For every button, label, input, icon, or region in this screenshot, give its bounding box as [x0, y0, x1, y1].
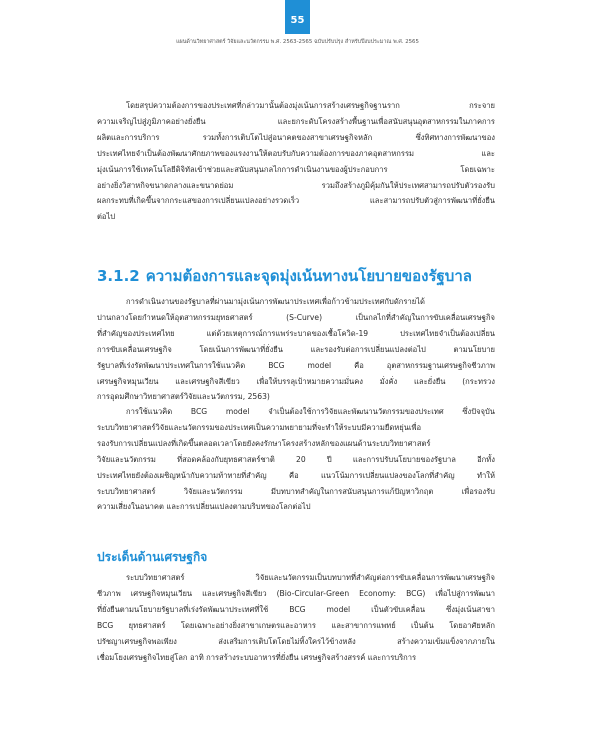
running-header: แผนด้านวิทยาศาสตร์ วิจัยและนวัตกรรม พ.ศ. 2563-2565 ฉบับปรับปรุง สำหรับปีงบประมาณ พ.ศ. 2565	[176, 39, 419, 45]
text-line: เชื่อมโยงเศรษฐกิจไทยสู่โลก อาทิ การสร้างระบบอาหารที่ยั่งยืน เศรษฐกิจสร้างสรรค์ และการบริการ	[97, 652, 417, 662]
text-line: การใช้แนวคิด BCG model จำเป็นต้องใช้การวิจัยและพัฒนานวัตกรรมของประเทศ ซึ่งปัจจุบัน	[126, 407, 495, 416]
text-line: ปานกลางโดยกำหนดให้อุตสาหกรรมยุทธศาสตร์ (S-Curve) เป็นกลไกที่สำคัญในการขับเคลื่อนเศรษฐกิจ	[97, 312, 495, 322]
paragraph-summary	[97, 98, 495, 225]
text-line: ที่ยั่งยืนตามนโยบายรัฐบาลที่เร่งรัดพัฒนาประเทศที่ใช้ BCG model เป็นตัวขับเคลื่อน ซึ่งมุ่งเน้นสาขา	[97, 604, 495, 614]
paragraph-economy	[97, 570, 495, 665]
text-line: การขับเคลื่อนเศรษฐกิจ โดยเน้นการพัฒนาที่ยั่งยืน และรองรับต่อการเปลี่ยนแปลงต่อไป ตามนโยบาย	[97, 344, 495, 354]
paragraph-government-policy	[97, 294, 495, 405]
text-line: ระบบวิทยาศาสตร์ วิจัยและนวัตกรรมเป็นบทบาทที่สำคัญต่อการขับเคลื่อนการพัฒนาเศรษฐกิจ	[126, 573, 495, 582]
text-line: วิจัยและนวัตกรรม ที่สอดคล้องกับยุทธศาสตร์ชาติ 20 ปี และการปรับนโยบายของรัฐบาล อีกทั้ง	[97, 454, 495, 464]
text-line: ระบบวิทยาศาสตร์วิจัยและนวัตกรรมของประเทศเป็นความพยายามที่จะทำให้ระบบมีความยืดหยุ่นเพื่อ	[97, 422, 422, 432]
text-line: ประเทศไทยยังต้องเผชิญหน้ากับความท้าทายที่สำคัญ คือ แนวโน้มการเปลี่ยนแปลงของโลกที่สำคัญ ทำให้	[97, 470, 495, 480]
text-line: ผลิตและการบริการ รวมทั้งการเติบโตไปสู่อนาคตของสาขาเศรษฐกิจหลัก ซึ่งทิศทางการพัฒนาของ	[97, 132, 495, 142]
section-title: ความต้องการและจุดมุ่งเน้นทางนโยบายของรัฐบาล	[145, 267, 472, 285]
section-number: 3.1.2	[97, 267, 140, 285]
text-line: อย่างยิ่งวิสาหกิจขนาดกลางและขนาดย่อม รวมถึงสร้างภูมิคุ้มกันให้ประเทศสามารถปรับตัวรองรับ	[97, 180, 495, 190]
page-number-tab: 55	[285, 0, 310, 34]
paragraph-bcg-model	[97, 404, 495, 515]
text-line: ความเสี่ยงในอนาคต และการเปลี่ยนแปลงตามบริบทของโลกต่อไป	[97, 502, 311, 512]
text-line: เศรษฐกิจหมุนเวียน และเศรษฐกิจสีเขียว เพื่อให้บรรลุเป้าหมายความมั่นคง มั่งคั่ง และยั่งยืน (กระทรวง	[97, 376, 495, 386]
text-line: โดยสรุปความต้องการของประเทศที่กล่าวมานั้นต้องมุ่งเน้นการสร้างเศรษฐกิจฐานราก กระจาย	[126, 101, 495, 110]
text-line: การดำเนินงานของรัฐบาลที่ผ่านมามุ่งเน้นการพัฒนาประเทศเพื่อก้าวข้ามประเทศกับดักรายได้	[126, 297, 425, 306]
text-line: รองรับการเปลี่ยนแปลงที่เกิดขึ้นตลอดเวลาโดยยังคงรักษาโครงสร้างหลักของแผนด้านระบบวิทยาศาสตร์	[97, 438, 431, 448]
text-line: ประเทศไทยจำเป็นต้องพัฒนาศักยภาพของแรงงานให้ตอบรับกับความต้องการของภาคอุตสาหกรรม และ	[97, 148, 495, 158]
text-line: การอุดมศึกษาวิทยาศาสตร์วิจัยและนวัตกรรม, 2563)	[97, 392, 270, 402]
text-line: ปรัชญาเศรษฐกิจพอเพียง ส่งเสริมการเติบโตโดยไม่ทิ้งใครไว้ข้างหลัง สร้างความเข้มแข็งจากภายใน	[97, 636, 495, 646]
subheading-economy: ประเด็นด้านเศรษฐกิจ	[97, 550, 208, 564]
text-line: BCG ยุทธศาสตร์ โดยเฉพาะอย่างยิ่งสาขาเกษตรและอาหาร และสาขาการแพทย์ เป็นต้น โดยอาศัยหลัก	[97, 620, 495, 630]
text-line: ความเจริญไปสู่ภูมิภาคอย่างยั่งยืน และยกระดับโครงสร้างพื้นฐานเพื่อสนับสนุนอุตสาหกรรมในภาคการ	[97, 116, 495, 126]
text-line: ที่สำคัญของประเทศไทย แต่ด้วยเหตุการณ์การแพร่ระบาดของเชื้อโควิด-19 ประเทศไทยจำเป็นต้องเปลี่ยน	[97, 328, 495, 338]
text-line: รัฐบาลที่เร่งรัดพัฒนาประเทศในการใช้แนวคิด BCG model คือ อุตสาหกรรมฐานเศรษฐกิจชีวภาพ	[97, 360, 495, 370]
text-line: ระบบวิทยาศาสตร์ วิจัยและนวัตกรรม มีบทบาทสำคัญในการสนับสนุนการแก้ปัญหาวิกฤต เพื่อรองรับ	[97, 486, 495, 496]
section-heading	[97, 264, 472, 288]
text-line: ชีวภาพ เศรษฐกิจหมุนเวียน และเศรษฐกิจสีเขียว (Bio-Circular-Green Economy: BCG) เพื่อไปสู่การพัฒนา	[97, 588, 495, 598]
text-line: มุ่งเน้นการใช้เทคโนโลยีดิจิทัลเข้าช่วยและสนับสนุนกลไกการดำเนินงานของผู้ประกอบการ โดยเฉพาะ	[97, 164, 495, 174]
text-line: ต่อไป	[97, 212, 116, 222]
text-line: ผลกระทบที่เกิดขึ้นจากกระแสของการเปลี่ยนแปลงอย่างรวดเร็ว และสามารถปรับตัวสู่การพัฒนาที่ยั่งยืน	[97, 196, 495, 206]
